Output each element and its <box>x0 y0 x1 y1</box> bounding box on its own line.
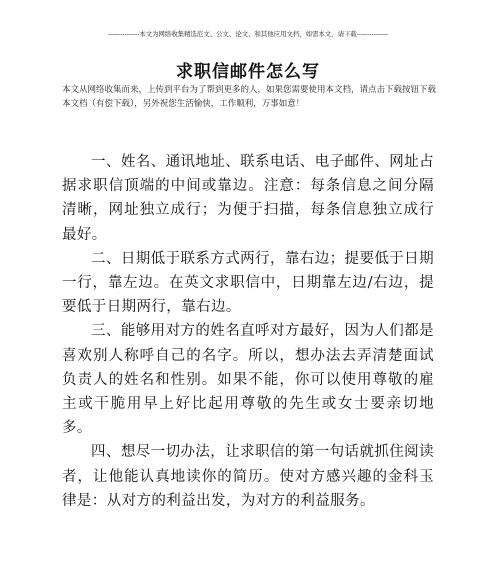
document-header-banner: ---------------本文为网络收集精选范文、公文、论文、和其他应用文档，如需本文，请下载--------------- <box>107 30 389 38</box>
document-title: 求职信邮件怎么写 <box>176 62 320 82</box>
paragraph-1: 一、姓名、通讯地址、联系电话、电子邮件、网址占据求职信顶端的中间或靠边。注意：每条信息之间分隔清晰，网址独立成行；为便于扫描，每条信息独立成行最好。 <box>62 154 434 243</box>
paragraph-4: 四、想尽一切办法，让求职信的第一句话就抓住阅读者，让他能认真地读你的简历。使对方感兴趣的金科玉律是：从对方的利益出发，为对方的利益服务。 <box>62 444 434 509</box>
document-body <box>62 150 434 513</box>
download-notice: 本文从网络收集而来，上传到平台为了帮到更多的人，如果您需要使用本文档，请点击下载按钮下载本文档（有偿下载），另外祝您生活愉快，工作顺利，万事如意！ <box>62 85 437 109</box>
paragraph-2: 二、日期低于联系方式两行，靠右边；提要低于日期一行，靠左边。在英文求职信中，日期靠左边/右边，提要低于日期两行，靠右边。 <box>62 250 434 316</box>
paragraph-3: 三、能够用对方的姓名直呼对方最好，因为人们都是喜欢别人称呼自己的名字。所以，想办法去弄清楚面试负责人的姓名和性别。如果不能，你可以使用尊敬的雇主或干脆用早上好比起用尊敬的先生或女士要亲切地多。 <box>62 323 434 437</box>
